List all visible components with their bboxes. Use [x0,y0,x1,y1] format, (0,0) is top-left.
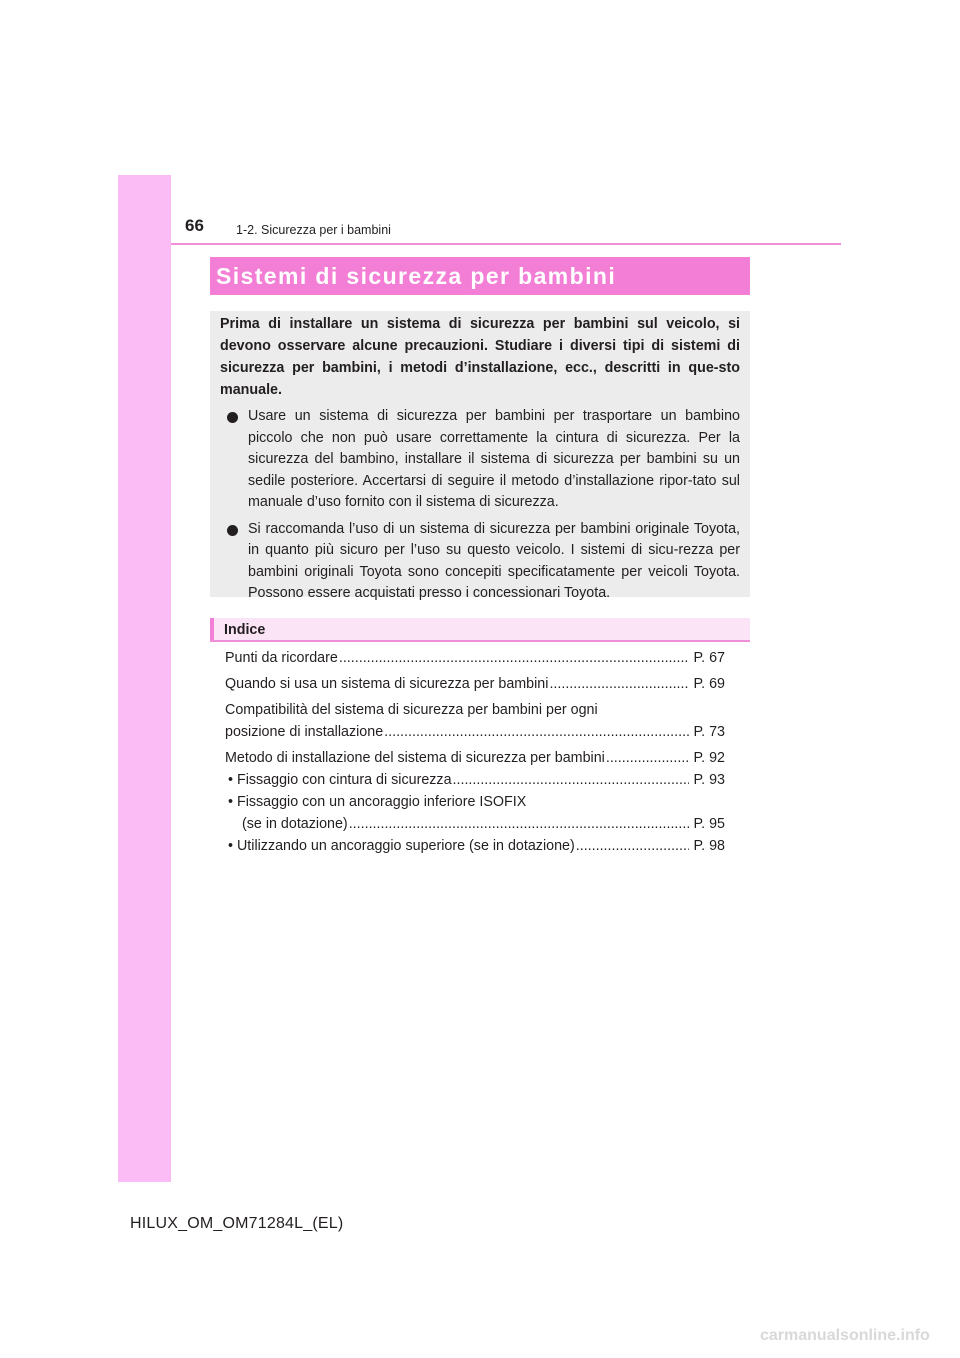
footer-code: HILUX_OM_OM71284L_(EL) [130,1215,344,1232]
table-of-contents [225,647,725,857]
toc-entry-text: Punti da ricordare [225,650,338,666]
toc-leader [349,813,690,835]
title-bar [210,257,750,295]
toc-sub-entry[interactable] [225,835,725,857]
page-title: Sistemi di sicurezza per bambini [216,263,617,289]
toc-entry-page[interactable]: P. 98 [693,838,725,854]
header-rule [171,243,841,245]
toc-entry-page[interactable]: P. 67 [693,650,725,666]
toc-entry[interactable] [225,747,725,769]
intro-bullet [220,406,740,514]
toc-entry-text-line1: • Fissaggio con un ancoraggio inferiore ISOFIX [228,794,527,810]
toc-entry-text: Quando si usa un sistema di sicurezza per bambini [225,676,549,692]
bullet-text: Usare un sistema di sicurezza per bambini per trasportare un bambino piccolo che non può usare correttamente la cintura di sicurezza. Per la sicurezza del bambino, installare il sistema di sicurezza per bambini su un sedile posteriore. Accertarsi di seguire il metodo d’installazione ripor-tato sul manuale d’uso fornito con il sistema di sicurezza. [248,408,740,510]
toc-leader [453,769,690,791]
index-header [210,618,750,642]
toc-leader [339,647,690,669]
toc-entry-page[interactable]: P. 93 [693,772,725,788]
toc-leader [549,673,689,695]
toc-entry-text: • Fissaggio con cintura di sicurezza [228,772,452,788]
section-label: 1-2. Sicurezza per i bambini [236,223,391,237]
toc-entry[interactable] [225,699,725,743]
toc-entry-text: • Utilizzando un ancoraggio superiore (se in dotazione) [228,838,575,854]
bullet-dot-icon [227,525,238,536]
page-number: 66 [185,216,204,235]
intro-bullet [220,519,740,605]
index-accent [210,618,214,640]
toc-entry-text: (se in dotazione) [242,816,348,832]
toc-entry[interactable] [225,673,725,695]
bullet-text: Si raccomanda l’uso di un sistema di sicurezza per bambini originale Toyota, in quanto più sicuro per l’uso su questo veicolo. I sistemi di sicu-rezza per bambini originali Toyota sono concepiti specificatamente per veicoli Toyota. Possono essere acquistati presso i concessionari Toyota. [248,520,740,601]
toc-leader [606,747,690,769]
watermark: carmanualsonline.info [760,1327,930,1344]
toc-leader [384,721,689,743]
toc-leader [576,835,690,857]
toc-entry-text: Metodo di installazione del sistema di sicurezza per bambini [225,750,605,766]
index-title: Indice [224,622,266,638]
intro-box [210,311,750,601]
toc-entry-text-line1: Compatibilità del sistema di sicurezza per bambini per ogni [225,702,598,718]
toc-entry-page[interactable]: P. 92 [693,750,725,766]
toc-sub-entry[interactable] [225,769,725,791]
intro-text: Prima di installare un sistema di sicurezza per bambini sul veicolo, si devono osservare alcune precauzioni. Studiare i diversi tipi di sistemi di sicurezza per bambini, i metodi d’installazione, ecc., descritti in que-sto manuale. [220,316,740,398]
toc-entry-page[interactable]: P. 73 [693,724,725,740]
toc-sub-entry[interactable] [225,791,725,835]
toc-entry-text: posizione di installazione [225,724,384,740]
toc-entry-page[interactable]: P. 95 [693,816,725,832]
toc-entry[interactable] [225,647,725,669]
toc-entry-page[interactable]: P. 69 [693,676,725,692]
side-band [118,175,171,1182]
bullet-dot-icon [227,412,238,423]
